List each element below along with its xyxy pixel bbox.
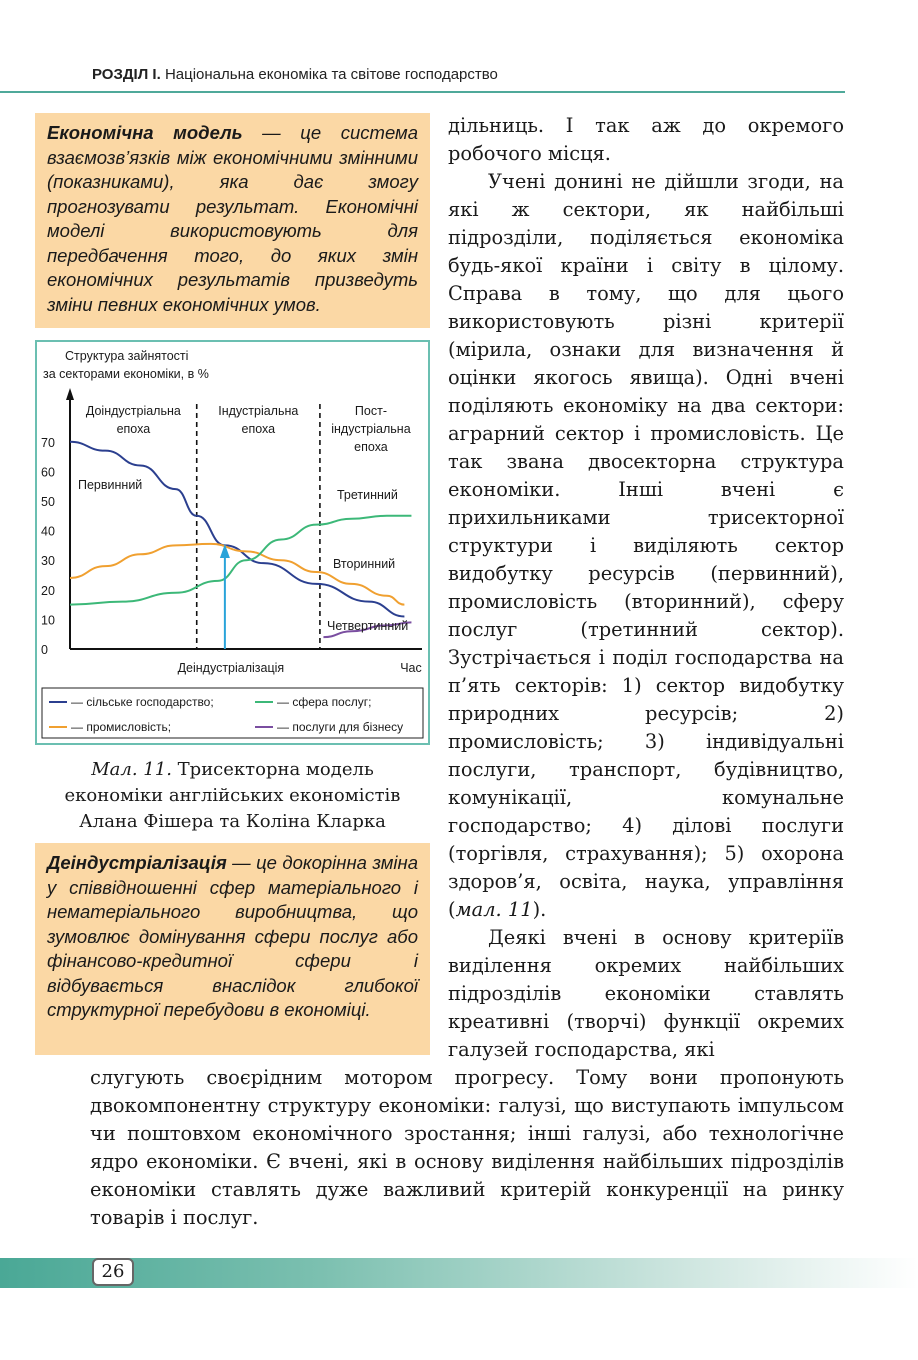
definition-box-deindustrialization [35,843,430,1055]
caption-line2: економіки англійських економістів [64,785,401,806]
y-tick-label: 70 [41,435,55,450]
series-label: Первинний [78,478,143,492]
figure-chart [35,340,430,745]
page-number: 26 [92,1258,134,1286]
epoch-label: індустріальна [331,422,411,436]
paragraph: дільниць. І так аж до окремого робочого місця. [448,114,844,165]
section-title: Національна економіка та світове господарство [164,66,498,83]
figure-reference: мал. 11 [455,898,533,921]
y-tick-label: 0 [41,643,48,657]
x-axis-label: Час [400,661,422,675]
caption-line1: Трисекторна модель [171,759,374,780]
epoch-label: епоха [241,422,276,436]
epoch-label: Індустріальна [218,404,299,418]
paragraph: Деякі вчені в основу критеріїв виділення окремих найбільших підрозділів економіки ставлять креативні (творчі) функції окремих галузей господарства, які [448,926,844,1061]
legend-label: — промисловість; [71,720,172,734]
definition-term: Деіндустріалізація [47,852,227,873]
series-line [70,442,404,617]
legend-label: — сфера послуг; [277,695,372,709]
epoch-label: епоха [116,422,151,436]
y-tick-label: 20 [41,583,55,598]
y-axis-arrow [66,388,74,400]
right-column-text [448,112,844,1064]
y-tick-label: 40 [41,524,55,539]
full-width-text [90,1064,844,1232]
definition-box-economic-model [35,113,430,328]
epoch-label: Пост- [354,404,387,418]
y-tick-label: 10 [41,613,55,628]
paragraph: слугують своєрідним мотором прогресу. Тому вони пропонують двокомпонентну структуру економіки: галузі, що виступають імпульсом чи поштовхом економічного зростання; інші галузі, або технологічне ядро економіки. Є вчені, які в основу виділення найбільших підрозділів економіки ставлять дуже важливий критерій конкуренції на ринку товарів і послуг. [90,1066,844,1229]
epoch-label: епоха [354,440,388,454]
figure-caption [35,757,430,835]
caption-line3: Алана Фішера та Коліна Кларка [79,811,386,832]
header-divider [0,91,845,93]
chart-svg [37,342,428,743]
y-tick-label: 30 [41,554,55,569]
y-tick-label: 50 [41,495,55,509]
y-axis-label: за секторами економіки, в % [43,367,209,381]
legend-label: — сільське господарство; [71,695,214,709]
y-tick-label: 60 [41,465,55,480]
running-header [92,66,498,83]
epoch-label: Доіндустріальна [85,404,181,418]
annotation-label: Деіндустріалізація [177,661,285,675]
series-label: Вторинний [333,557,396,571]
series-label: Четвертинний [327,619,409,633]
legend-label: — послуги для бізнесу [277,720,404,734]
section-label: РОЗДІЛ І. [92,66,161,83]
caption-label: Мал. 11. [91,759,172,780]
y-axis-label: Структура зайнятості [65,349,189,363]
series-line [70,544,404,605]
definition-term: Економічна модель [47,122,243,143]
definition-text: — це система взаємозв’язків між економічними змінними (показниками), яка дає змогу прогнозувати результат. Економічні моделі використовують для передбачення того, до яких змін економічних результатів призведуть зміни певних економічних умов. [47,122,418,315]
footer-bar [0,1258,918,1288]
paragraph-end: ). [532,898,547,921]
series-label: Третинний [337,488,398,502]
definition-text: — це докорінна зміна у співвідношенні сфер матеріального і нематеріального виробництва, що зумовлює домінування сфери послуг або фінансово-кредитної сфери і відбувається внаслідок глибокої структурної перебудови в економіці. [47,852,418,1020]
paragraph-text: Учені донині не дійшли згоди, на які ж сектори, як найбільші підрозділи, поділяється економіка будь-якої країни і світу в цілому. Справа в тому, що для цього використовують різні критерії (мірила, ознаки для визначення й оцінки якогось явища). Одні вчені поділяють економіку на два сектори: аграрний сектор і промисловість. Це так звана двосекторна структура економіки. Інші вчені є прихильниками трисекторної структури і виділяють сектор видобутку ресурсів (первинний), промисловість (вторинний), сферу послуг (третинний сектор). Зустрічається і поділ господарства на п’ять секторів: 1) сектор видобутку природних ресурсів; 2) промисловість; 3) індивідуальні послуги, транспорт, будівництво, комунікації, комунальне господарство; 4) ділові послуги (торгівля, страхування); 5) охорона здоров’я, освіта, наука, управління ( [448,170,844,921]
paragraph [448,168,844,924]
